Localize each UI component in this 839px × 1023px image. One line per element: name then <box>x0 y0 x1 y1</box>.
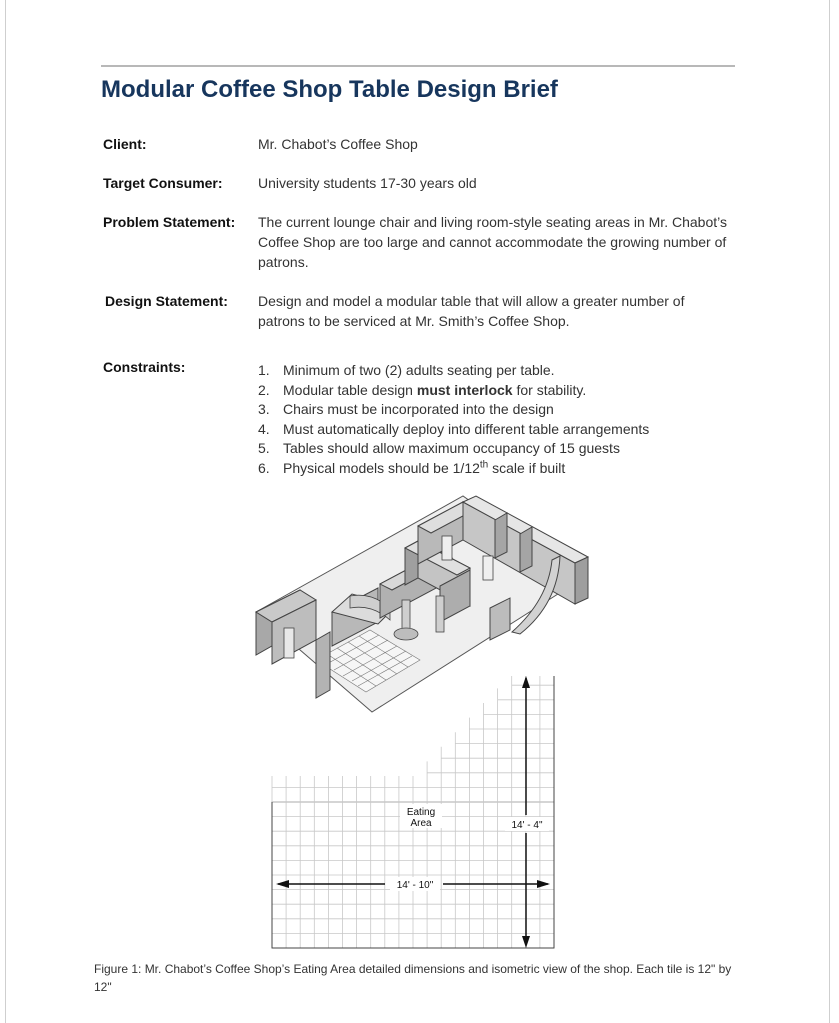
design-statement-label: Design Statement: <box>105 293 228 309</box>
constraints-label: Constraints: <box>103 359 186 375</box>
eating-area-label-1: Eating <box>406 807 436 818</box>
design-statement-value: Design and model a modular table that will allow a greater number of patrons to be serviced at Mr. Smith’s Coffee Shop. <box>258 293 685 329</box>
target-consumer-value: University students 17-30 years old <box>258 175 477 191</box>
constraint-item: 3. Chairs must be incorporated into the design <box>258 401 554 417</box>
problem-statement-value: The current lounge chair and living room-style seating areas in Mr. Chabot’s Coffee Shop are too large and cannot accommodate the growing number of patrons. <box>258 214 727 270</box>
client-label: Client: <box>103 136 147 152</box>
client-value: Mr. Chabot’s Coffee Shop <box>258 136 418 152</box>
figure-caption: Figure 1: Mr. Chabot’s Coffee Shop’s Eating Area detailed dimensions and isometric view of the shop. Each tile is 12" by 12" <box>94 962 732 994</box>
constraint-item: 5. Tables should allow maximum occupancy of 15 guests <box>258 440 620 456</box>
eating-area-label-2: Area <box>410 818 432 829</box>
isometric-shop-view <box>256 496 588 712</box>
constraint-item: 4. Must automatically deploy into different table arrangements <box>258 420 650 437</box>
problem-statement-label: Problem Statement: <box>103 214 236 230</box>
constraint-item: 1. Minimum of two (2) adults seating per table. <box>258 362 555 378</box>
width-dimension: 14' - 10" <box>396 880 434 891</box>
page-title: Modular Coffee Shop Table Design Brief <box>101 76 558 103</box>
height-dimension: 14' - 4" <box>511 820 543 831</box>
target-consumer-label: Target Consumer: <box>103 175 223 191</box>
constraint-item: 2. Modular table design must interlock for stability. <box>258 381 587 398</box>
constraint-item: 6. Physical models should be 1/12th scale if built <box>258 458 566 476</box>
eating-area-plan <box>272 676 554 948</box>
